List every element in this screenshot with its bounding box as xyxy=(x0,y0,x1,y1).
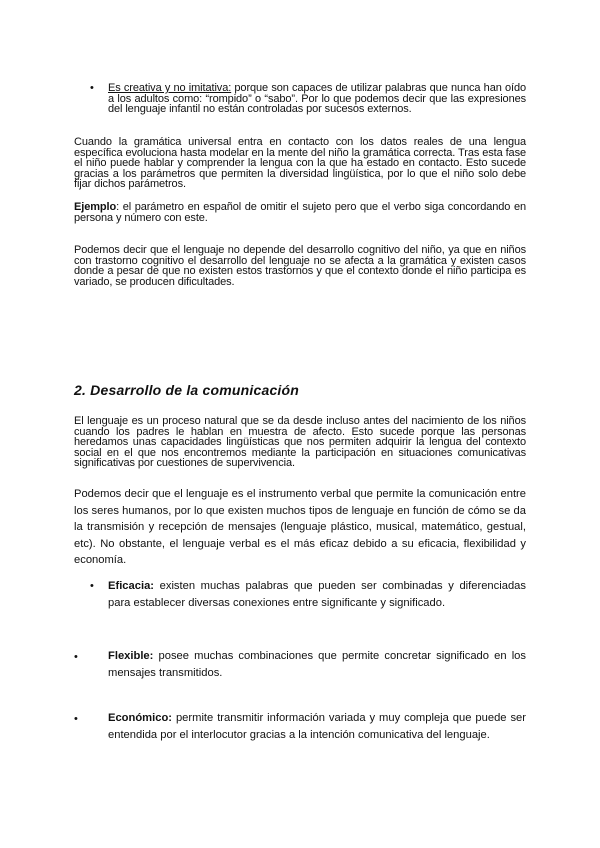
bullet-marker: • xyxy=(74,651,78,663)
list-item-text: porque son capaces de utilizar palabras que nunca han oído a los adultos como: “rompido” o “sabo”. Por lo que podemos decir que las expresiones del lenguaje infantil no están controladas por sucesos externos. xyxy=(108,82,526,115)
list-item-term: Es creativa y no imitativa: xyxy=(108,82,232,94)
list-item-text: permite transmitir información variada y muy compleja que puede ser entendida por el interlocutor gracias a la intención comunicativa del lenguaje. xyxy=(108,712,526,741)
paragraph-instrumento-verbal: Podemos decir que el lenguaje es el instrumento verbal que permite la comunicación entre los seres humanos, por lo que existen muchos tipos de lenguaje en función de cómo se da la transmisión y recepción de mensajes (lenguaje plástico, musical, matemático, gestual, etc). No obstante, el lenguaje verbal es el más eficaz debido a su eficacia, flexibilidad y economía. xyxy=(74,488,526,566)
example-label: Ejemplo xyxy=(74,201,117,213)
list-item-term: Eficacia: xyxy=(108,580,155,592)
list-item-eficacia xyxy=(108,578,526,611)
paragraph-gramatica-universal: Cuando la gramática universal entra en contacto con los datos reales de una lengua específica evoluciona hasta modelar en la mente del niño la gramática correcta. Tras esta fase el niño puede hablar y comprender la lengua con la que ha estado en contacto. Esto sucede gracias a los parámetros que permiten la diversidad lingüística, por lo que el niño solo debe fijar dichos parámetros. xyxy=(74,136,526,190)
list-item-term: Económico: xyxy=(108,712,173,724)
list-item-creativa xyxy=(108,83,526,115)
section-heading: 2. Desarrollo de la comunicación xyxy=(74,382,300,398)
list-item-economico xyxy=(108,710,526,743)
example-paragraph xyxy=(74,202,526,223)
bullet-marker: • xyxy=(90,580,94,592)
list-item-text: posee muchas combinaciones que permite concretar significado en los mensajes transmitidos. xyxy=(108,650,526,679)
list-item-text: existen muchas palabras que pueden ser combinadas y diferenciadas para establecer diversas conexiones entre significante y significado. xyxy=(108,580,526,609)
example-text: : el parámetro en español de omitir el sujeto pero que el verbo siga concordando en persona y número con este. xyxy=(74,201,526,224)
list-item-term: Flexible: xyxy=(108,650,154,662)
list-item-flexible xyxy=(108,648,526,681)
bullet-marker: • xyxy=(90,82,94,94)
paragraph-desarrollo-cognitivo: Podemos decir que el lenguaje no depende del desarrollo cognitivo del niño, ya que en niños con trastorno cognitivo el desarrollo del lenguaje no se afecta a la gramática y existen casos donde a pesar de que no existen estos trastornos y que el contexto donde el niño participa es variado, se producen dificultades. xyxy=(74,244,526,288)
paragraph-proceso-natural: El lenguaje es un proceso natural que se da desde incluso antes del nacimiento de los niños cuando los padres le hablan en muestra de afecto. Esto sucede porque las personas heredamos unas capacidades lingüísticas que nos permiten adquirir la lengua del contexto social en el que nos encontremos mediante la participación en situaciones comunicativas significativas por cuestiones de supervivencia. xyxy=(74,415,526,469)
bullet-marker: • xyxy=(74,713,78,725)
